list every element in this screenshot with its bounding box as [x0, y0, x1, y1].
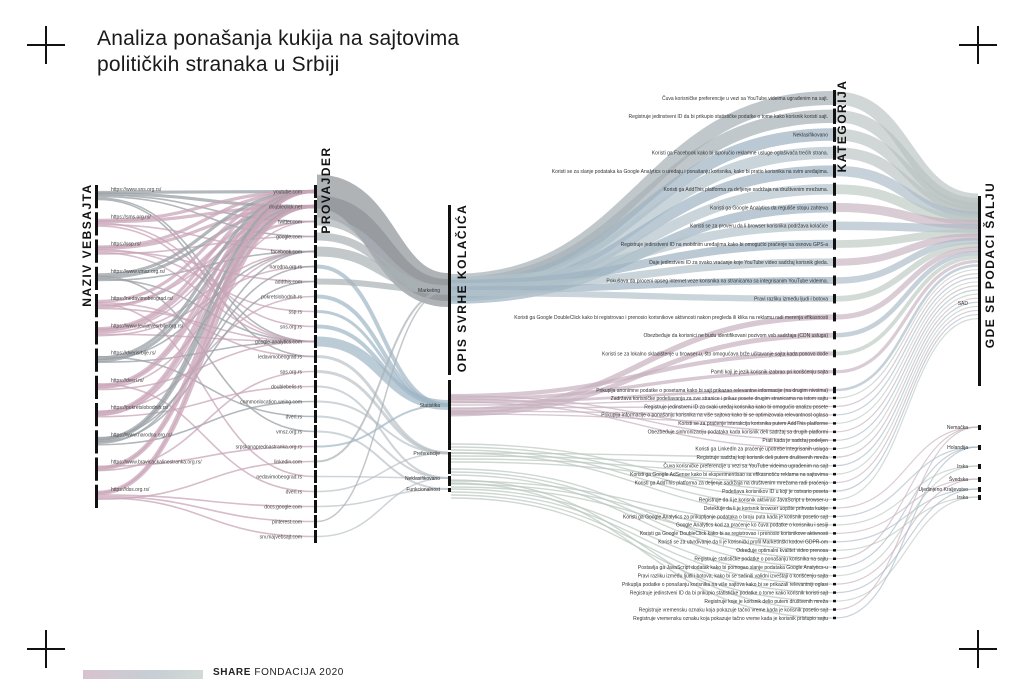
provider-node	[314, 440, 317, 453]
axis-title-destination: GDE SE PODACI ŠALJU	[983, 181, 997, 349]
description-node	[833, 600, 836, 603]
provider-label: sns.org.rs	[280, 324, 302, 331]
description-label: Pravi razliku između ljudi i botova, kako bi se sačinili validni izveštaji o korišćenju sajta	[637, 573, 828, 580]
footer-brand: SHARE	[213, 667, 252, 678]
description-label: Određuje optimalni kvalitet video prenosa	[736, 548, 828, 555]
description-label: Koristi ga Google DoubleClick kako bi registrovao i prenosio korisnikove aktivnosti nakon pregleda ili klika na reklamu radi merenja efikasnosti	[514, 314, 828, 321]
destination-label: SAD	[957, 301, 968, 307]
description-label: Podešava korisnikov ID u koji je ostvario poseta	[722, 488, 828, 495]
site-node	[95, 267, 98, 290]
description-label: Registruje statističke podatke o ponašanju korisnika na sajtu	[694, 556, 828, 563]
description-label: Obezbeđuje sinhronizaciju podataka kada korisnik deli sadržaj sa drugih platformi	[647, 429, 828, 436]
provider-category-flow	[317, 372, 448, 454]
category-label: Neklasifikovano	[404, 476, 440, 482]
description-label: Čuva korisničke preferencije u vezi sa YouTube videima ugrađenim na sajt	[663, 463, 828, 470]
description-label: Registruje da li je korisnik aktivirao JavaScript u browser-u	[698, 497, 828, 504]
provider-node	[314, 245, 317, 258]
provider-node	[314, 455, 317, 468]
description-label: Detektuje da li je korisnik browser uopšte prihvata kukije	[703, 505, 828, 512]
description-label: Prikuplja informacije o ponašanju korisnika na više sajtova kako bi se optimizovala relevantnost oglasa	[601, 412, 828, 419]
destination-label: Nemačka	[946, 425, 968, 431]
provider-label: srpskanaprednastranka.org.rs	[235, 444, 302, 451]
description-label: Postavlja ga JavaScript dodatak kako bi pomogao slanje podataka Google Analytics-u	[637, 565, 828, 572]
category-node-funkcionalnost	[448, 488, 451, 492]
destination-node	[978, 464, 981, 469]
provider-node	[314, 320, 317, 333]
site-node	[95, 212, 98, 235]
provider-label: narodna.org.rs	[269, 264, 302, 271]
description-node	[833, 507, 836, 510]
footer	[83, 667, 383, 679]
description-node	[833, 313, 836, 322]
provider-node	[314, 365, 317, 378]
provider-label: srv.majvebsajt.com	[259, 534, 302, 541]
site-label: https://www.bravicackalinestranka.org.rs/	[111, 459, 202, 466]
description-node	[833, 515, 836, 518]
description-label: Koristi ga Facebook kako bi isporučio reklamne usluge oglašivača trećih strana.	[651, 150, 828, 157]
description-node	[833, 294, 836, 303]
description-label: Koristi ga Google DoubleClick kako bi se registrovao i prenosio korisnikove aktivnosti	[639, 531, 828, 538]
description-destination-flow	[836, 226, 978, 229]
description-label: Prikuplja anonimne podatke o posetama kako bi sajt prikazao relevantne informacije (na drugim nivoima)	[596, 387, 828, 394]
provider-node	[314, 290, 317, 303]
site-label: https://www.levijalvesrbije.org.rs/	[111, 323, 184, 330]
description-label: Koristi se za utvrđivanje da li je korisnički profil Marketinški kodovi GDPR-om	[658, 539, 828, 546]
description-label: Registruje koje je korisnik delio putem društvenih mreža	[704, 598, 828, 605]
description-node	[833, 558, 836, 561]
site-node	[95, 240, 98, 263]
provider-node	[314, 485, 317, 498]
description-node	[833, 549, 836, 552]
site-label: https://dverisrbije.rs/	[111, 350, 156, 357]
provider-category-flow	[317, 453, 448, 492]
provider-label: pinterest.com	[271, 519, 302, 526]
provider-label: google-analytics.com	[255, 339, 302, 346]
provider-label: ledavimobeograd.rs	[258, 354, 302, 361]
description-node	[833, 617, 836, 620]
category-label: Marketing	[418, 288, 440, 294]
description-node	[833, 238, 836, 249]
description-label: Registruje vremensku oznaku koja pokazuje tačno vreme kada je korisnik posetio sajt	[638, 607, 828, 614]
description-node	[833, 331, 836, 339]
site-label: https://dss.org.rs/	[111, 486, 150, 493]
site-label: https://dveri.rs/	[111, 377, 144, 384]
provider-node	[314, 185, 317, 198]
destination-label: Irska	[957, 464, 968, 470]
description-node	[833, 220, 836, 232]
description-label: Pravi razliku između ljudi i botova	[754, 296, 828, 303]
description-node	[833, 498, 836, 501]
site-label: https://ssp.rs/	[111, 241, 141, 248]
description-node	[833, 481, 836, 484]
title-line-1: Analiza ponašanja kukija na sajtovima	[97, 27, 460, 50]
description-node	[833, 448, 836, 451]
description-label: Google Analytics kod za praćenje ko čuva podatke o korisniku i sesiji	[675, 522, 828, 529]
description-label: Registruje jedinstveni ID za svaki uređaj korisnika kako bi omogućio analizu posete	[644, 404, 828, 411]
description-node	[833, 397, 836, 400]
provider-node	[314, 305, 317, 318]
destination-label: Irska	[957, 495, 968, 501]
provider-label: nedavimobeograd.rs	[256, 474, 302, 481]
description-label: Registruje jedinstveni ID da bi prikupio statističke podatke o tome kako korisnik koristi sajt	[629, 590, 828, 597]
description-node	[833, 524, 836, 527]
description-label: Registruje vremensku oznaku koja pokazuje tačno vreme kada je korisnik pristupio sajtu	[633, 615, 828, 622]
axis-title-provider: PROVAJDER	[319, 146, 333, 234]
provider-label: doublebelis.rs	[271, 384, 302, 391]
description-destination-flow	[836, 310, 978, 482]
description-node	[833, 350, 836, 358]
site-label: https://www.narodna.org.rs/	[111, 432, 172, 439]
axis-title-purpose: OPIS SVRHE KOLAČIĆA	[455, 203, 469, 373]
site-label: https://nedavimobeograd.rs/	[111, 296, 173, 302]
description-node	[833, 414, 836, 417]
description-node	[833, 608, 836, 611]
provider-label: youtube.com	[273, 189, 302, 196]
destination-node	[978, 425, 981, 430]
description-label: Daje jedinstveni ID za svako vraćanje koje YouTube video sadržaj korisnik gleda.	[649, 260, 828, 267]
category-node-neklasifikovano	[448, 476, 451, 486]
description-label: Obezbeđuje da korisnici ne budu identifikovani pozivom veb sadržaja (CDN usluga)	[643, 333, 828, 340]
description-node	[833, 405, 836, 408]
provider-node	[314, 470, 317, 483]
description-label: Koristi se za praćenje interakcija korisnika putem AddThis platforme	[678, 421, 828, 428]
description-node	[833, 591, 836, 594]
destination-label: Švedska	[948, 477, 968, 483]
description-label: Zadržava korisničke podešavanja za sve stranice i prikaz posete drugim stranicama na istom sajtu	[610, 395, 828, 402]
description-label: Čuva korisničke preferencije u vezi sa YouTube videima ugrađenim na sajt.	[661, 95, 828, 102]
site-node	[95, 321, 98, 344]
destination-node	[978, 196, 981, 386]
flow-links	[98, 98, 978, 618]
description-label: Koristi ga Google AdSense kako bi eksperimentisao sa efikasnošću reklama na sajtovima	[630, 471, 828, 478]
destination-node	[978, 495, 981, 500]
destination-label: Holandija	[947, 445, 968, 451]
destination-node	[978, 445, 981, 450]
footer-gradient-bar	[83, 670, 203, 679]
description-label: Koristi ga Google Analytics da reguliše stopu zahteva	[710, 205, 828, 212]
provider-label: dveri.rs	[285, 489, 302, 496]
description-node	[833, 574, 836, 577]
description-node	[833, 473, 836, 476]
description-label: Registruje jedinstveni ID da bi prikupio statističke podatke o tome kako korisnik koristi sajt.	[628, 114, 828, 121]
provider-node	[314, 215, 317, 228]
axis-title-sites: NAZIV VEBSAJTA	[80, 183, 94, 307]
description-label: Neklasifikovano	[792, 132, 828, 139]
description-node	[833, 276, 836, 286]
site-node	[95, 349, 98, 372]
site-node	[95, 376, 98, 399]
site-node	[95, 458, 98, 481]
description-label: Koristi ga LinkedIn za praćenje upotrebe integrisanih usluga	[695, 446, 828, 453]
provider-node	[314, 275, 317, 288]
description-node	[833, 368, 836, 375]
description-node	[833, 464, 836, 467]
destination-label: Ujedinjeno Kraljevstvo	[918, 487, 968, 493]
provider-label: google.com	[276, 234, 302, 241]
provider-category-flow	[317, 312, 448, 406]
description-label: Registruje jedinstveni ID na mobilnim uređajima kako bi omogućio praćenje na osnovu GPS-a	[620, 241, 828, 248]
category-node-marketing	[448, 205, 451, 375]
provider-node	[314, 335, 317, 348]
description-label: Koristi se za slanje podataka ka Google Analytics o uređaju i ponašanju korisnika, kako bi pratio korisnika na svim uređajima.	[551, 168, 828, 175]
axis-title-category: KATEGORIJA	[835, 79, 849, 173]
site-node	[95, 485, 98, 508]
provider-node	[314, 200, 317, 213]
description-destination-flow	[836, 427, 978, 610]
provider-node	[314, 515, 317, 528]
provider-label: dveri.rs	[285, 414, 302, 421]
provider-label: twitter.com	[278, 219, 302, 226]
description-node	[833, 257, 836, 268]
provider-node	[314, 350, 317, 363]
description-node	[833, 566, 836, 569]
provider-label: addthis.com	[275, 279, 302, 286]
provider-label: pokretslobodnih.rs	[261, 294, 302, 301]
provider-node	[314, 230, 317, 243]
provider-node	[314, 530, 317, 543]
description-node	[833, 532, 836, 535]
description-label: Prati kada je sadržaj podeljen	[762, 438, 828, 445]
title-line-2: političkih stranaka u Srbiji	[97, 53, 340, 76]
category-label: Preferencije	[413, 451, 440, 457]
provider-label: vmsz.org.rs	[276, 429, 302, 436]
description-label: Koristi ga Google Analytics za prikupljanje podataka o broju puta kada je korisnik posetio sajt	[622, 514, 828, 521]
footer-rest: FONDACIJA 2020	[251, 667, 344, 678]
category-label: Statistika	[419, 403, 440, 409]
description-label: Koristi se za proveru da li browser korisnika podržava kolačiće	[690, 223, 828, 230]
description-node	[833, 201, 836, 213]
description-label: Koristi ga AddThis platforma za deljenje sadržaja na društvenim mrežama.	[663, 187, 828, 194]
provider-label: sps.org.rs	[280, 369, 302, 376]
footer-credit	[213, 667, 344, 678]
provider-label: facebook.com	[270, 249, 302, 256]
site-node	[95, 185, 98, 208]
site-node	[95, 430, 98, 453]
provider-node	[314, 410, 317, 423]
site-label: https://www.sns.org.rs/	[111, 187, 162, 193]
destination-node	[978, 487, 981, 492]
description-node	[833, 490, 836, 493]
description-label: Pamti koji je jezik korisnik izabrao pri korišćenju sajta	[710, 369, 828, 376]
site-node	[95, 403, 98, 426]
provider-label: docs.google.com	[264, 504, 302, 511]
description-node	[833, 387, 836, 393]
provider-node	[314, 395, 317, 408]
provider-label: doubleclick.net	[268, 204, 302, 211]
site-label: https://sms.org.rs/	[111, 214, 151, 221]
description-label: Koristi ga AddThis platforma za deljenje sadržaja na društvenim mrežama radi praćenja	[634, 480, 828, 487]
description-node	[833, 583, 836, 586]
description-node	[833, 422, 836, 425]
site-node	[95, 294, 98, 317]
description-label: Koristi se za lokalno skladištenje u browser-u, što omogućava brže učitavanje sajta kada ponovo dođe	[602, 351, 828, 358]
description-node	[833, 431, 836, 434]
provider-label: commonlocation.weing.com	[240, 399, 302, 406]
destination-node	[978, 477, 981, 482]
provider-label: ssp.rs	[288, 309, 302, 316]
provider-node	[314, 425, 317, 438]
description-label: Registruje sadržaj koji korisnik deli putem društvenih mreža	[696, 455, 828, 462]
description-node	[833, 541, 836, 544]
description-node	[833, 183, 836, 196]
provider-node	[314, 380, 317, 393]
category-label: Funkcionalnost	[406, 487, 440, 493]
description-node	[833, 439, 836, 442]
description-destination-flow	[836, 447, 978, 618]
provider-label: linkedin.com	[274, 459, 302, 466]
description-label: Prikuplja podatke o ponašanju korisnika na više sajtova kako bi se prikazali relevantniji oglasi	[622, 581, 828, 588]
description-node	[833, 456, 836, 459]
provider-node	[314, 500, 317, 513]
category-node-statistika	[448, 380, 451, 450]
description-label: Pokušava da proceni opseg internet veze korisnika na stranicama sa integrisanim YouTube videima.	[606, 278, 828, 285]
category-node-preferencije	[448, 452, 451, 474]
site-label: https://www.vmsz.org.rs/	[111, 268, 166, 275]
site-label: https://pokretslobodnih.rs/	[111, 405, 169, 411]
provider-node	[314, 260, 317, 273]
